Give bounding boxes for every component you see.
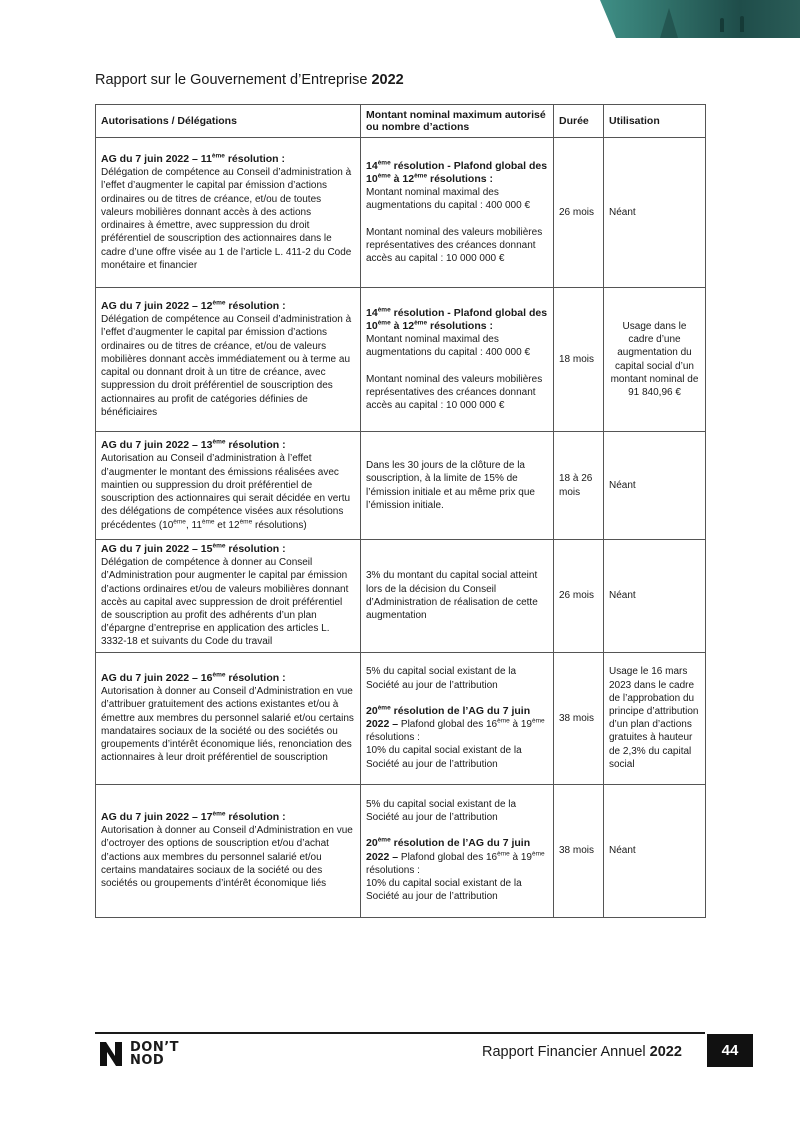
amount-debt: Montant nominal des valeurs mobilières représentatives des créances donnant accès au capital : 10 000 000 € — [366, 373, 543, 411]
authorization-cell — [96, 540, 361, 653]
authorization-cell — [96, 432, 361, 540]
usage-cell: Usage dans le cadre d’une augmentation du capital social d’un montant nominal de 91 840,96 € — [604, 288, 706, 432]
logo-text-line2: NOD — [130, 1053, 165, 1068]
table-row — [96, 540, 706, 653]
logo-text-line1: DON’T — [130, 1040, 180, 1055]
duration-cell: 38 mois — [554, 652, 604, 784]
table-row — [96, 784, 706, 917]
resolution-title: AG du 7 juin 2022 – 15ème résolution : — [101, 542, 286, 555]
resolution-title: AG du 7 juin 2022 – 16ème résolution : — [101, 671, 286, 684]
resolution-title: AG du 7 juin 2022 – 12ème résolution : — [101, 299, 286, 313]
page-title-text: Rapport sur le Gouvernement d’Entreprise — [95, 72, 368, 88]
amount-debt: Montant nominal des valeurs mobilières représentatives des créances donnant accès au capital : 10 000 000 € — [366, 226, 543, 264]
usage-cell: Néant — [604, 784, 706, 917]
table-row — [96, 288, 706, 432]
usage-cell: Usage le 16 mars 2023 dans le cadre de l’approbation du principe d’attribution d’un plan d’actions gratuites à hauteur de 2,3% du capital social — [604, 652, 706, 784]
amount-heading: 14ème résolution - Plafond global des 10ème à 12ème résolutions : — [366, 159, 548, 185]
resolution-title: AG du 7 juin 2022 – 13ème résolution : — [101, 438, 286, 452]
page-title-year: 2022 — [371, 72, 404, 88]
column-header-duration: Durée — [554, 105, 604, 138]
authorization-cell — [96, 652, 361, 784]
usage-cell: Néant — [604, 432, 706, 540]
footer-title — [482, 1044, 682, 1060]
amount-capital: Montant nominal maximal des augmentations du capital : 400 000 € — [366, 334, 531, 359]
footer-title-text: Rapport Financier Annuel — [482, 1044, 646, 1060]
amount-cell — [361, 288, 554, 432]
amount-heading: 20ème résolution de l’AG du 7 juin 2022 – Plafond global des 16ème à 19ème résolutions : — [366, 836, 545, 876]
column-header-authorizations: Autorisations / Délégations — [96, 105, 361, 138]
page-title — [95, 72, 404, 88]
duration-cell: 18 à 26 mois — [554, 432, 604, 540]
duration-cell: 26 mois — [554, 540, 604, 653]
logo-mark-icon — [98, 1040, 124, 1068]
resolution-description: Autorisation à donner au Conseil d’Administration en vue d’octroyer des options de souscription et/ou d’achat d’actions aux membres du personnel salarié et/ou certains mandataires sociaux de la société ou des sociétés ou groupements d’intérêt économique liés — [101, 825, 353, 890]
table-header-row — [96, 105, 706, 138]
resolution-description: Délégation de compétence à donner au Conseil d’Administration pour augmenter le capital par émission d’actions ordinaires et/ou de valeurs mobilières donnant accès au capital avec suppression de droit préférentiel de souscription au profit des adhérents d’un plan d’épargne d’entreprise en application des articles L. 3332-18 et suivants du Code du travail — [101, 557, 349, 648]
resolution-title: AG du 7 juin 2022 – 17ème résolution : — [101, 810, 286, 824]
resolution-description: Autorisation à donner au Conseil d’Administration en vue d’attribuer gratuitement des actions existantes et/ou à émettre aux membres du personnel salarié et/ou certains mandataires sociaux de la société ou des sociétés ou groupements d’intérêt économique liés, renonciation des actionnaires à leur droit préférentiel de souscription — [101, 686, 354, 764]
amount-base: 5% du capital social existant de la Société au jour de l’attribution — [366, 666, 517, 691]
header-decorative-image — [600, 0, 800, 38]
usage-cell: Néant — [604, 540, 706, 653]
table-row — [96, 138, 706, 288]
amount-cell — [361, 784, 554, 917]
authorization-cell — [96, 784, 361, 917]
footer-divider — [95, 1032, 705, 1034]
page-number: 44 — [707, 1034, 753, 1067]
amount-ceiling: 10% du capital social existant de la Société au jour de l’attribution — [366, 877, 522, 903]
footer-title-year: 2022 — [649, 1044, 682, 1060]
resolution-description: Délégation de compétence au Conseil d’administration à l’effet d’augmenter le capital par émission d’actions ordinaires ou de titres de créance, et/ou de valeurs mobilières donnant accès immédiatement ou à terme au capital ou donnant droit à un titre de créance, avec suppression du droit préférentiel de souscription des actionnaires au profit de catégories définies de bénéficiaires — [101, 314, 352, 418]
column-header-usage: Utilisation — [604, 105, 706, 138]
resolution-title: AG du 7 juin 2022 – 11ème résolution : — [101, 152, 285, 166]
amount-capital: Montant nominal maximal des augmentations du capital : 400 000 € — [366, 187, 531, 212]
amount-cell — [361, 138, 554, 288]
amount-cell: Dans les 30 jours de la clôture de la souscription, à la limite de 15% de l’émission initiale et au même prix que l’émission initiale. — [361, 432, 554, 540]
duration-cell: 26 mois — [554, 138, 604, 288]
resolution-description: Autorisation au Conseil d’administration à l’effet d’augmenter le montant des émissions réalisées avec maintien ou suppression du droit préférentiel de souscription des actionnaires qui serait décidée en vertu des délégations de compétence visées aux résolutions précédentes (10ème, 11ème et 12ème résolutions) — [101, 453, 351, 531]
duration-cell: 38 mois — [554, 784, 604, 917]
column-header-amount: Montant nominal maximum autorisé ou nombre d’actions — [361, 105, 554, 138]
duration-cell: 18 mois — [554, 288, 604, 432]
table-row — [96, 432, 706, 540]
amount-heading: 20ème résolution de l’AG du 7 juin 2022 – Plafond global des 16ème à 19ème résolutions : — [366, 704, 545, 744]
authorization-cell — [96, 138, 361, 288]
authorizations-table — [95, 104, 706, 918]
table-row — [96, 652, 706, 784]
amount-heading: 14ème résolution - Plafond global des 10ème à 12ème résolutions : — [366, 306, 548, 332]
amount-cell — [361, 652, 554, 784]
amount-base: 5% du capital social existant de la Société au jour de l’attribution — [366, 798, 517, 824]
authorization-cell — [96, 288, 361, 432]
usage-cell: Néant — [604, 138, 706, 288]
amount-ceiling: 10% du capital social existant de la Société au jour de l’attribution — [366, 745, 522, 770]
company-logo — [98, 1040, 179, 1068]
amount-cell: 3% du montant du capital social atteint lors de la décision du Conseil d’Administration de réalisation de cette augmentation — [361, 540, 554, 653]
resolution-description: Délégation de compétence au Conseil d’administration à l’effet d’augmenter le capital par émission d’actions ordinaires ou de titres de créance, et/ou de toutes valeurs mobilières donnant accès à des actions ordinaires à émettre, avec suppression du droit préférentiel de souscription des actionnaires dans le cadre d’une offre visée au 1 de l’article L. 411-2 du Code monétaire et financier — [101, 167, 352, 271]
